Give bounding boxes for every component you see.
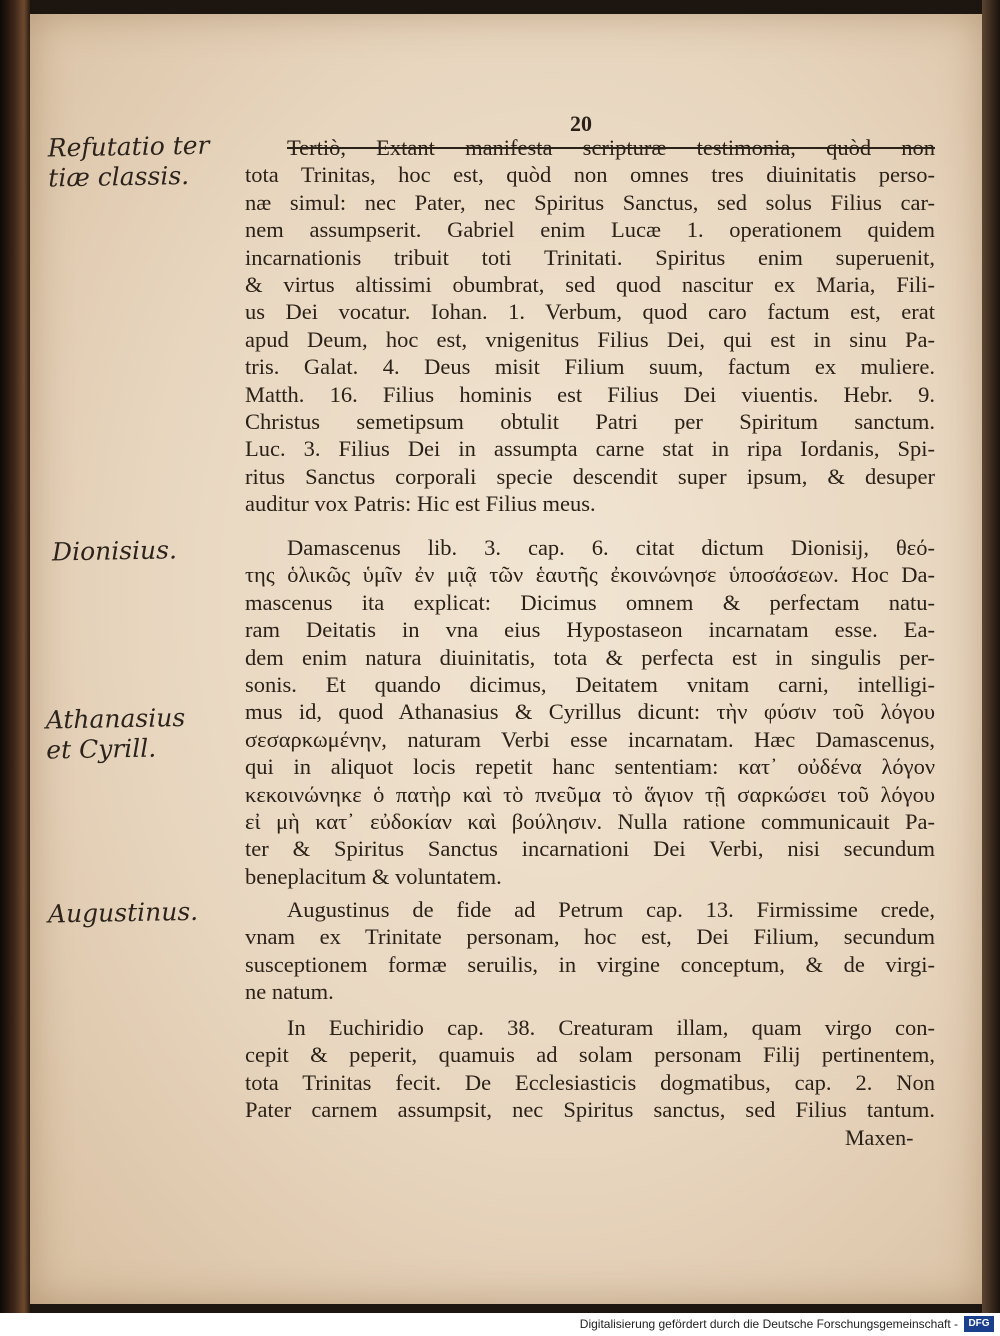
dfg-logo-icon: DFG	[964, 1316, 994, 1332]
text-line: us Dei vocatur. Iohan. 1. Verbum, quod caro factum est, erat	[245, 299, 935, 325]
text-line: sonis. Et quando dicimus, Deitatem vnitam carni, intelligi-	[245, 672, 935, 698]
margin-note-augustinus: Augustinus.	[47, 896, 199, 929]
text-line: Pater carnem assumpsit, nec Spiritus sanctus, sed Filius tantum.	[245, 1097, 935, 1123]
text-line: tota Trinitas fecit. De Ecclesiasticis dogmatibus, cap. 2. Non	[245, 1069, 935, 1095]
text-line: σεσαρκωμένην, naturam Verbi esse incarnatam. Hæc Damascenus,	[245, 726, 935, 752]
text-line: & virtus altissimi obumbrat, sed quod nascitur ex Maria, Fili-	[245, 272, 935, 298]
paragraph-damascenus	[245, 534, 935, 890]
text-line: Christus semetipsum obtulit Patri per Spiritum sanctum.	[245, 409, 935, 435]
text-line: mus id, quod Athanasius & Cyrillus dicunt: τὴν φύσιν τοῦ λόγου	[245, 699, 935, 725]
text-line: Augustinus de fide ad Petrum cap. 13. Firmissime crede,	[287, 897, 935, 922]
text-line: vnam ex Trinitate personam, hoc est, Dei Filium, secundum	[245, 924, 935, 950]
book-spine	[0, 0, 30, 1313]
text-line: In Euchiridio cap. 38. Creaturam illam, quam virgo con-	[287, 1015, 935, 1040]
margin-note-athanasius: Athanasius et Cyrill.	[45, 703, 186, 765]
text-line: κεκοινώνηκε ὁ πατὴρ καὶ τὸ πνεῦμα τὸ ἅγιον τῇ σαρκώσει τοῦ λόγου	[245, 781, 935, 807]
margin-note-refutatio: Refutatio ter tiæ classis.	[47, 130, 210, 193]
text-line: susceptionem formæ seruilis, in virgine conceptum, & de virgi-	[245, 951, 935, 977]
text-line: mascenus ita explicat: Dicimus omnem & perfectam natu-	[245, 589, 935, 615]
text-line: cepit & peperit, quamuis ad solam personam Filij pertinentem,	[245, 1042, 935, 1068]
struck-text-line: Tertiò, Extant manifesta scripturæ testimonia, quòd non	[287, 135, 935, 160]
page-number: 20	[570, 111, 592, 136]
text-line: εἰ μὴ κατ᾽ εὐδοκίαν καὶ βούλησιν. Nulla ratione communicauit Pa-	[245, 809, 935, 835]
page-edge	[982, 0, 1000, 1313]
footer-credit: Digitalisierung gefördert durch die Deutsche Forschungsgemeinschaft -	[579, 1317, 958, 1331]
text-line: ram Deitatis in vna eius Hypostaseon incarnatam esse. Ea-	[245, 617, 935, 643]
book-page	[30, 14, 982, 1304]
text-line: ne natum.	[245, 979, 334, 1005]
text-line: της ὁλικῶς ὑμῖν ἐν μιᾷ τῶν ἑαυτῆς ἐκοινώνησε ὑποσάσεων. Hoc Da-	[245, 562, 935, 588]
text-line: incarnationis tribuit toti Trinitati. Spiritus enim superuenit,	[245, 244, 935, 270]
text-line: ritus Sanctus corporali specie descendit super ipsum, & desuper	[245, 463, 935, 489]
text-line: Matth. 16. Filius hominis est Filius Dei viuentis. Hebr. 9.	[245, 381, 935, 407]
text-line: dem enim natura diuinitatis, tota & perfecta est in singulis per-	[245, 644, 935, 670]
text-line: nem assumpserit. Gabriel enim Lucæ 1. operationem quidem	[245, 217, 935, 243]
text-line	[245, 134, 935, 161]
text-line: auditur vox Patris: Hic est Filius meus.	[245, 491, 596, 517]
text-line: apud Deum, hoc est, vnigenitus Filius Dei, qui est in sinu Pa-	[245, 326, 935, 352]
text-line: ter & Spiritus Sanctus incarnationi Dei Verbi, nisi secundum	[245, 836, 935, 862]
text-line: qui in aliquot locis repetit hanc sententiam: κατ᾽ οὐδένα λόγον	[245, 754, 935, 780]
text-line: tris. Galat. 4. Deus misit Filium suum, factum ex muliere.	[245, 354, 935, 380]
paragraph-tertio	[245, 134, 935, 518]
text-line: næ simul: nec Pater, nec Spiritus Sanctus, sed solus Filius car-	[245, 189, 935, 215]
footer-bar	[0, 1313, 1000, 1336]
text-line: tota Trinitas, hoc est, quòd non omnes tres diuinitatis perso-	[245, 162, 935, 188]
text-line: Luc. 3. Filius Dei in assumpta carne stat in ripa Iordanis, Spi-	[245, 436, 935, 462]
paragraph-euchiridio	[245, 1014, 935, 1124]
margin-note-dionisius: Dionisius.	[51, 535, 178, 567]
text-line: beneplacitum & voluntatem.	[245, 863, 502, 889]
catchword: Maxen-	[845, 1125, 914, 1150]
paragraph-augustinus	[245, 896, 935, 1006]
text-line: Damascenus lib. 3. cap. 6. citat dictum Dionisij, θεό-	[287, 535, 935, 560]
